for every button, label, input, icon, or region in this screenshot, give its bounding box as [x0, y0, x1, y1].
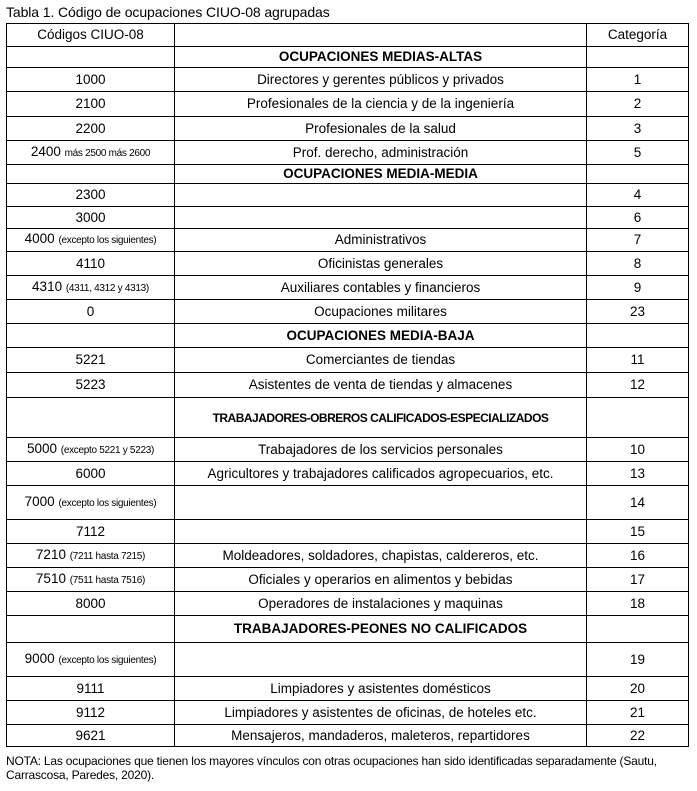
code-value: 4110 [75, 255, 106, 271]
code-value: 1000 [75, 71, 106, 87]
table-row [7, 184, 689, 207]
description-cell: Limpiadores y asistentes de oficinas, de hoteles etc. [175, 701, 587, 725]
code-value: 6000 [75, 465, 106, 481]
code-note: más 2500 más 2600 [64, 147, 151, 159]
code-value: 9000 [24, 650, 55, 666]
section-row [7, 324, 689, 348]
code-cell [7, 701, 175, 725]
category-cell: 16 [587, 544, 689, 568]
code-cell [7, 725, 175, 747]
category-cell: 3 [587, 117, 689, 141]
category-cell: 19 [587, 643, 689, 677]
code-cell [7, 300, 175, 324]
category-cell: 21 [587, 701, 689, 725]
table-note: NOTA: Las ocupaciones que tienen los mayores vínculos con otras ocupaciones han sido identificadas separadamente (Sautu, Carrascosa, Paredes, 2020). [6, 754, 657, 782]
code-value: 2100 [75, 96, 106, 111]
section-category-cell [587, 616, 689, 643]
code-value: 4000 [24, 231, 55, 246]
category-cell: 1 [587, 68, 689, 92]
category-cell: 8 [587, 252, 689, 276]
section-title: TRABAJADORES-OBREROS CALIFICADOS-ESPECIALIZADOS [175, 398, 587, 438]
category-cell: 14 [587, 486, 689, 520]
description-cell: Oficiales y operarios en alimentos y bebidas [175, 568, 587, 592]
table-row [7, 486, 689, 520]
table-row [7, 92, 689, 117]
code-value: 2300 [75, 187, 106, 202]
code-note: (7511 hasta 7516) [69, 574, 146, 586]
code-cell [7, 184, 175, 207]
table-header-row [7, 24, 689, 47]
section-title: OCUPACIONES MEDIA-BAJA [175, 324, 587, 348]
code-note: (excepto los siguientes) [58, 497, 157, 509]
section-code-cell [7, 324, 175, 348]
table-row [7, 141, 689, 165]
table-row [7, 207, 689, 229]
code-value: 4310 [32, 278, 63, 294]
category-cell: 15 [587, 520, 689, 544]
code-cell [7, 348, 175, 373]
table-row [7, 544, 689, 568]
code-note: (excepto 5221 y 5223) [60, 444, 155, 456]
category-cell: 2 [587, 92, 689, 117]
section-code-cell [7, 616, 175, 643]
description-cell: Oficinistas generales [175, 252, 587, 276]
section-code-cell [7, 165, 175, 184]
description-cell: Profesionales de la ciencia y de la ingeniería [175, 92, 587, 117]
description-cell: Directores y gerentes públicos y privados [175, 68, 587, 92]
code-cell [7, 677, 175, 701]
code-cell [7, 92, 175, 117]
category-cell: 11 [587, 348, 689, 373]
description-cell: Operadores de instalaciones y maquinas [175, 592, 587, 616]
code-value: 9112 [75, 704, 106, 720]
code-value: 7000 [24, 493, 55, 509]
category-cell: 20 [587, 677, 689, 701]
code-cell [7, 373, 175, 398]
description-cell [175, 184, 587, 207]
description-cell [175, 643, 587, 677]
table-row [7, 643, 689, 677]
section-category-cell [587, 324, 689, 348]
code-value: 9111 [76, 680, 105, 696]
description-cell: Limpiadores y asistentes domésticos [175, 677, 587, 701]
section-category-cell [587, 47, 689, 68]
section-title: OCUPACIONES MEDIA-MEDIA [175, 165, 587, 184]
code-cell [7, 252, 175, 276]
description-cell: Moldeadores, soldadores, chapistas, caldereros, etc. [175, 544, 587, 568]
code-cell [7, 276, 175, 300]
code-value: 5000 [26, 440, 58, 456]
code-note: (excepto los siguientes) [58, 654, 157, 666]
header-codes: Códigos CIUO-08 [7, 24, 175, 47]
category-cell: 23 [587, 300, 689, 324]
description-cell: Comerciantes de tiendas [175, 348, 587, 373]
table-row [7, 348, 689, 373]
table-row [7, 701, 689, 725]
category-cell: 17 [587, 568, 689, 592]
header-category: Categoría [587, 24, 689, 47]
code-cell [7, 207, 175, 229]
table-row [7, 117, 689, 141]
code-value: 7210 [35, 546, 66, 562]
code-value: 7112 [75, 523, 106, 539]
section-code-cell [7, 47, 175, 68]
description-cell: Auxiliares contables y financieros [175, 276, 587, 300]
table-row [7, 252, 689, 276]
code-cell [7, 117, 175, 141]
description-cell: Ocupaciones militares [175, 300, 587, 324]
table-row [7, 725, 689, 747]
category-cell: 22 [587, 725, 689, 747]
category-cell: 6 [587, 207, 689, 229]
code-cell [7, 643, 175, 677]
description-cell: Agricultores y trabajadores calificados agropecuarios, etc. [175, 462, 587, 486]
section-row [7, 47, 689, 68]
table-row [7, 229, 689, 252]
code-cell [7, 68, 175, 92]
category-cell: 13 [587, 462, 689, 486]
description-cell: Mensajeros, mandaderos, maleteros, repartidores [175, 725, 587, 747]
code-cell [7, 520, 175, 544]
code-value: 5221 [75, 352, 106, 367]
section-code-cell [7, 398, 175, 438]
table-row [7, 68, 689, 92]
table-row [7, 462, 689, 486]
header-description [175, 24, 587, 47]
table-caption: Tabla 1. Código de ocupaciones CIUO-08 agrupadas [6, 4, 330, 20]
table-row [7, 373, 689, 398]
section-category-cell [587, 165, 689, 184]
code-cell [7, 486, 175, 520]
description-cell [175, 486, 587, 520]
code-cell [7, 229, 175, 252]
code-value: 2400 [30, 143, 61, 159]
occupations-table-body [7, 24, 689, 747]
code-cell [7, 462, 175, 486]
section-row [7, 398, 689, 438]
category-cell: 7 [587, 229, 689, 252]
table-row [7, 300, 689, 324]
code-cell [7, 544, 175, 568]
description-cell: Trabajadores de los servicios personales [175, 438, 587, 462]
code-value: 9621 [75, 727, 106, 743]
section-row [7, 616, 689, 643]
code-cell [7, 592, 175, 616]
table-row [7, 592, 689, 616]
code-cell [7, 438, 175, 462]
code-cell [7, 568, 175, 592]
code-cell [7, 141, 175, 165]
table-row [7, 520, 689, 544]
code-value: 3000 [75, 209, 106, 225]
description-cell [175, 207, 587, 229]
code-value: 5223 [75, 377, 106, 392]
category-cell: 5 [587, 141, 689, 165]
code-note: (excepto los siguientes) [58, 235, 157, 246]
category-cell: 18 [587, 592, 689, 616]
category-cell: 4 [587, 184, 689, 207]
code-note: (7211 hasta 7215) [69, 550, 146, 562]
description-cell [175, 520, 587, 544]
code-value: 7510 [35, 570, 66, 586]
table-row [7, 568, 689, 592]
category-cell: 12 [587, 373, 689, 398]
category-cell: 10 [587, 438, 689, 462]
occupations-table [6, 23, 689, 747]
description-cell: Asistentes de venta de tiendas y almacenes [175, 373, 587, 398]
description-cell: Profesionales de la salud [175, 117, 587, 141]
table-row [7, 438, 689, 462]
table-row [7, 677, 689, 701]
section-category-cell [587, 398, 689, 438]
section-title: OCUPACIONES MEDIAS-ALTAS [175, 47, 587, 68]
code-value: 0 [86, 303, 95, 319]
category-cell: 9 [587, 276, 689, 300]
description-cell: Administrativos [175, 229, 587, 252]
section-row [7, 165, 689, 184]
code-value: 8000 [75, 595, 106, 611]
section-title: TRABAJADORES-PEONES NO CALIFICADOS [175, 616, 587, 643]
code-note: (4311, 4312 y 4313) [65, 282, 149, 294]
table-row [7, 276, 689, 300]
code-value: 2200 [75, 120, 106, 136]
description-cell: Prof. derecho, administración [175, 141, 587, 165]
